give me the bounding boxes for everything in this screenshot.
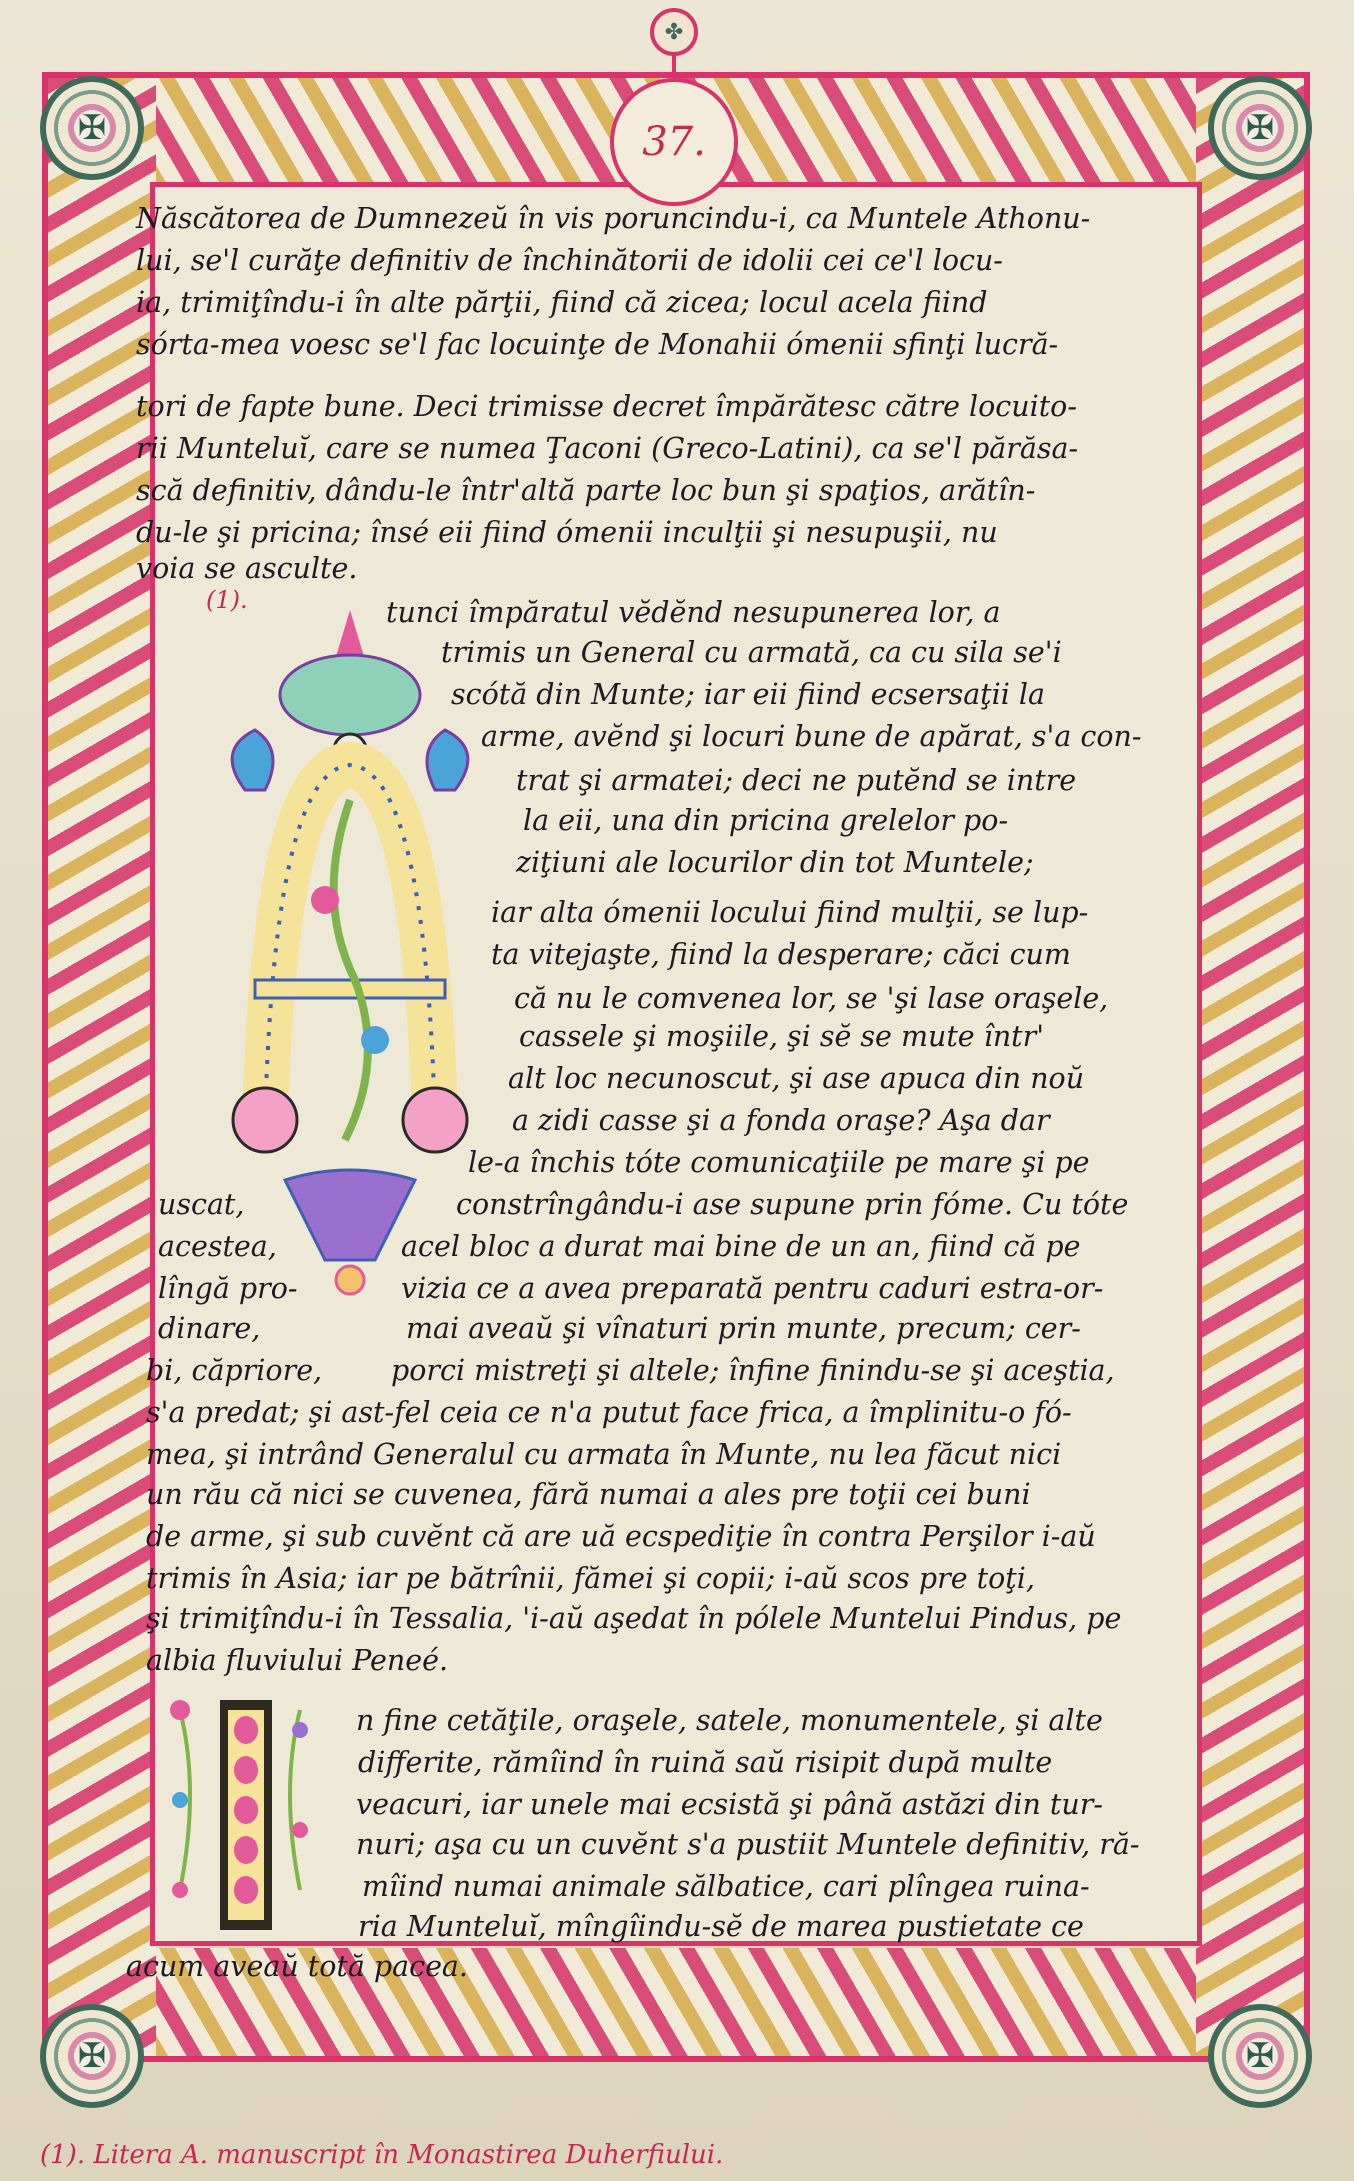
text-line: vizia ce a avea preparată pentru caduri estra-or-: [401, 1272, 1104, 1305]
text-line: porci mistreţi şi altele; înfine finindu-se şi aceştia,: [391, 1354, 1115, 1387]
text-line: la eii, una din pricina grelelor po-: [523, 804, 1009, 837]
text-line: şi trimiţîndu-i în Tessalia, 'i-aŭ aşedat în pólele Muntelui Pindus, pe: [146, 1602, 1122, 1635]
ornament-stem: [672, 54, 676, 80]
footnote: (1). Litera A. manuscript în Monastirea Duherfiului.: [40, 2140, 724, 2170]
text-line: cassele şi moşiile, şi sĕ se mute într': [519, 1020, 1045, 1053]
text-line: tori de fapte bune. Deci trimisse decret împărătesc către locuito-: [136, 390, 1077, 423]
text-line: scótă din Munte; iar eii fiind ecsersaţii la: [451, 678, 1046, 711]
text-line: ta vitejaşte, fiind la desperare; căci cum: [491, 938, 1071, 971]
text-line: du-le şi pricina; însé eii fiind ómenii inculţii şi nesupuşii, nu: [136, 516, 998, 549]
text-line: differite, rămîind în ruină saŭ risipit după multe: [358, 1746, 1053, 1779]
text-line: uscat,: [158, 1188, 245, 1221]
text-line: acestea,: [158, 1230, 277, 1263]
text-line: lui, se'l curăţe definitiv de închinătorii de idolii cei ce'l locu-: [136, 244, 1003, 277]
text-line: tunci împăratul vĕdĕnd nesupunerea lor, a: [386, 596, 1001, 629]
illuminated-initial-i-icon: [160, 1670, 320, 1950]
text-line: a zidi casse şi a fonda oraşe? Aşa dar: [512, 1104, 1050, 1137]
text-line: scă definitiv, dându-le într'altă parte loc bun şi spaţios, arătîn-: [136, 474, 1036, 507]
corner-rosette-icon: ✠: [1208, 76, 1312, 180]
top-rosette-icon: ✤: [650, 8, 698, 56]
text-line: nuri; aşa cu un cuvĕnt s'a pustiit Muntele definitiv, ră-: [356, 1828, 1140, 1861]
text-line: constrîngându-i ase supune prin fóme. Cu tóte: [456, 1188, 1129, 1221]
corner-rosette-icon: ✠: [40, 76, 144, 180]
text-line: acel bloc a durat mai bine de un an, fiind că pe: [401, 1230, 1081, 1263]
text-line: lîngă pro-: [158, 1272, 298, 1305]
page-number: 37.: [642, 119, 706, 165]
text-line: un rău că nici se cuvenea, fără numai a ales pre toţii cei buni: [146, 1478, 1031, 1511]
text-line: acum aveaŭ totă pacea.: [126, 1950, 468, 1983]
text-line: albia fluviului Peneé.: [146, 1644, 449, 1677]
text-line: că nu le comvenea lor, se 'şi lase oraşele,: [514, 982, 1109, 1015]
page-number-medallion: [610, 78, 738, 206]
text-line: ia, trimiţîndu-i în alte părţii, fiind că zicea; locul acela fiind: [136, 286, 988, 319]
text-line: trimis un General cu armată, ca cu sila se'i: [441, 636, 1062, 669]
text-line: le-a închis tóte comunicaţiile pe mare şi pe: [468, 1146, 1090, 1179]
text-line: mai aveaŭ şi vînaturi prin munte, precum; cer-: [406, 1312, 1081, 1345]
footnote-marker: (1).: [206, 586, 248, 614]
text-line: n fine cetăţile, oraşele, satele, monumentele, şi alte: [356, 1704, 1103, 1737]
text-line: arme, avĕnd şi locuri bune de apărat, s'a con-: [481, 720, 1142, 753]
text-line: trat şi armatei; deci ne putĕnd se intre: [516, 764, 1077, 797]
text-line: bi, căpriore,: [146, 1354, 323, 1387]
corner-rosette-icon: ✠: [40, 2004, 144, 2108]
text-line: s'a predat; şi ast-fel ceia ce n'a putut face frica, a împlinitu-o fó-: [146, 1396, 1072, 1429]
text-line: ziţiuni ale locurilor din tot Muntele;: [516, 846, 1034, 879]
corner-rosette-icon: ✠: [1208, 2004, 1312, 2108]
text-line: mea, şi intrând Generalul cu armata în Munte, nu lea făcut nici: [146, 1438, 1062, 1471]
text-line: Născătorea de Dumnezeŭ în vis poruncindu-i, ca Muntele Athonu-: [136, 202, 1091, 235]
text-line: voia se asculte.: [136, 552, 358, 585]
text-line: sórta-mea voesc se'l fac locuinţe de Monahii ómenii sfinţi lucră-: [136, 328, 1059, 361]
text-line: de arme, şi sub cuvĕnt că are uă ecspediţie în contra Perşilor i-aŭ: [146, 1520, 1096, 1553]
text-line: iar alta ómenii locului fiind mulţii, se lup-: [491, 896, 1089, 929]
text-line: mîind numai animale sălbatice, cari plîngea ruina-: [362, 1870, 1090, 1903]
text-line: dinare,: [158, 1312, 261, 1345]
text-line: trimis în Asia; iar pe bătrînii, fămei şi copii; i-aŭ scos pre toţi,: [146, 1562, 1035, 1595]
text-line: alt loc necunoscut, şi ase apuca din noŭ: [508, 1062, 1085, 1095]
text-line: ria Munteluĭ, mîngîindu-sĕ de marea pustietate ce: [358, 1910, 1084, 1943]
text-line: veacuri, iar unele mai ecsistă şi până astăzi din tur-: [356, 1788, 1103, 1821]
text-line: rii Munteluĭ, care se numea Ţaconi (Greco-Latini), ca se'l părăsa-: [136, 432, 1079, 465]
